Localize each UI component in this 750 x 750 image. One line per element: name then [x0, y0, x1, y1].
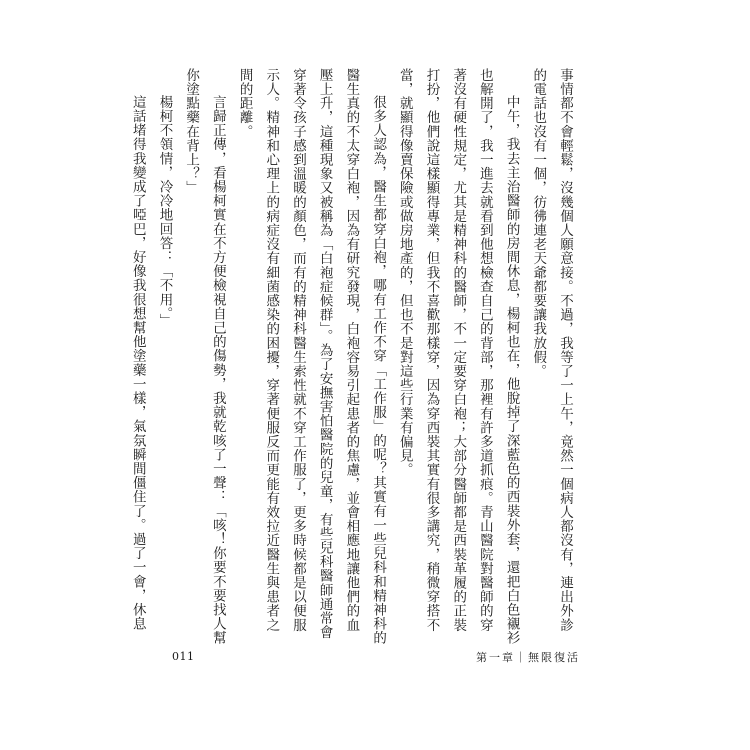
chapter-running-head: 第一章｜無限復活 [476, 651, 580, 664]
body-text [43, 68, 578, 646]
paragraph: 中午，我去主治醫師的房間休息，楊柯也在，他脫掉了深藍色的西裝外套，還把白色襯衫也解開了，我一進去就看到他想檢查自己的背部，那裡有許多道抓痕。青山醫院對醫師的穿著沒有硬性規定，尤其是精神科的醫師，不一定要穿白袍；大部分醫師都是西裝革履的正裝打扮，他們說這樣顯得專業，但我不喜歡那樣穿，因為穿西裝其實有很多講究，稍微穿搭不當，就顯得像賣保險或做房地產的，但也不是對這些行業有偏見。 [396, 68, 520, 645]
paragraph: 很多人認為，醫生都穿白袍，哪有工作不穿「工作服」的呢？其實有一些兒科和精神科的醫生真的不太穿白袍，因為有研究發現，白袍容易引起患者的焦慮，並會相應地讓他們的血壓上升，這種現象又被稱為「白袍症候群」。為了安撫害怕醫院的兒童，有些兒科醫師通常會穿著令孩子感到溫暖的顏色，而有的精神科醫生索性就不穿工作服了，更多時候都是以便服示人。精神和心理上的病症沒有細菌感染的困擾，穿著便服反而更能有效拉近醫生與患者之間的距離。 [236, 68, 387, 645]
paragraph: 言歸正傳，看楊柯實在不方便檢視自己的傷勢，我就乾咳了一聲：「咳！你要不要找人幫你塗點藥在背上？」 [183, 68, 226, 645]
paragraph: 這話堵得我變成了啞巴，好像我很想幫他塗藥一樣，氣氛瞬間僵住了。過了一會，休息 [129, 95, 146, 631]
paragraph: 楊柯不領情，冷冷地回答：「不用。」 [156, 95, 173, 328]
page-number: 011 [172, 650, 195, 663]
paragraph: 事情都不會輕鬆，沒幾個人願意接。不過，我等了一上午，竟然一個病人都沒有，連出外診的電話也沒有一個，彷彿連老天爺都要讓我放假。 [530, 68, 573, 632]
